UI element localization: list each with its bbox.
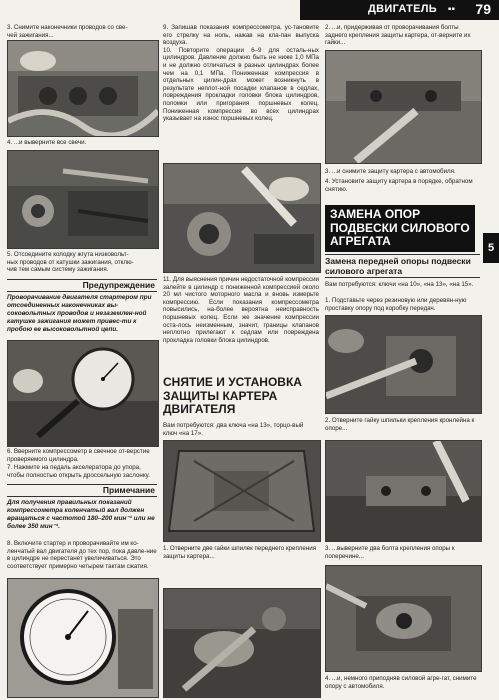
note-title: Примечание xyxy=(102,485,155,495)
photo-compressometer xyxy=(7,340,159,447)
caption-step-3: 3. Снимите наконечники проводов со све- чей зажигания... xyxy=(7,24,128,39)
photo-mount-nut xyxy=(325,315,482,414)
page-number: 79 xyxy=(475,1,491,17)
photo-crankcase-shield xyxy=(163,440,321,542)
photo-gauge-closeup xyxy=(7,578,159,698)
page-header xyxy=(300,0,499,20)
section-title: ДВИГАТЕЛЬ xyxy=(367,3,437,15)
caption-mount-step-4: 4. ...и, немного приподняв силовой агре-гат, снимите опору с автомобиля. xyxy=(325,675,477,690)
text-step-11: 11. Для выяснения причин недостаточной компрессии залейте в цилиндр с пониженной компрессией около 20 мл чистого моторного масла и вновь измерьте компрессию. Если показания компрессометра повысились, на-более вероятна неисправность поршневых колец. Если же значение компрессии оста-лось неизменным, значит, границы клапанов неплотно прилегают к седлам или повреждена прокладка головки блока цилиндров. xyxy=(163,276,319,344)
caption-shield-step-2: 2. ...и, придерживая от проворачивания болты заднего крепления защиты картера, от-верните их гайки... xyxy=(325,24,471,47)
note-text: Для получения правильных показаний компрессометра коленчатый вал должен вращаться с частотой 180–200 мин⁻¹ или не более 350 мин⁻¹. xyxy=(7,499,155,530)
caption-step-6: 6. Вверните компрессометр в свечное от-верстие проверяемого цилиндра. xyxy=(7,448,150,463)
caption-shield-step-3: 3. ...и снимите защиту картера с автомобиля. xyxy=(325,168,456,175)
photo-shield-rear xyxy=(325,50,482,164)
caption-mount-step-2: 2. Отверните гайку шпильки крепления кронлейна к опоре... xyxy=(325,417,475,432)
chapter-tab: 5 xyxy=(483,233,499,263)
header-separator: ▪▪ xyxy=(447,4,455,15)
section-heading-mounts: ЗАМЕНА ОПОР ПОДВЕСКИ СИЛОВОГО АГРЕГАТА xyxy=(325,205,475,252)
photo-plug-wires xyxy=(7,40,159,137)
warning-title: Предупреждение xyxy=(82,280,155,290)
section-heading-crankcase: СНЯТИЕ И УСТАНОВКА ЗАЩИТЫ КАРТЕРА ДВИГАТЕЛЯ xyxy=(163,375,302,416)
text-steps-9-10: 9. Запишав показания компрессометра, ус-тановите его стрелку на ноль, нажав на кла-пан выпуска воздуха. 10. Повторите операции 6–9 для осталь-ных цилиндров. Давление должно быть не ниже 1,0 МПа и не должно отличаться в разных цилиндрах более чем на 0,1 МПа. Пониженная компрессия в отдельных цилин-драх может возникнуть в результате неплот-ной посадки клапанов в седлах, повреждения прокладки головки блока цилиндров, поломки или пригорания поршневых колец. Пониженная компрессия во всех цилиндрах указывает на износ поршневых колец. xyxy=(163,24,319,123)
caption-step-7: 7. Нажмите на педаль акселератора до упора, чтобы полностью открыть дроссельную заслонку. xyxy=(7,464,150,479)
caption-step-4: 4. ...и выверните все свечи. xyxy=(7,139,87,146)
caption-shield-step-4: 4. Установите защиту картера в порядке, обратном снятию. xyxy=(325,178,473,193)
tools-mount: Вам потребуются: ключи «на 10», «на 13», «на 15». xyxy=(325,281,474,288)
caption-step-8: 8. Включите стартер и проворачивайте им ко-ленчатый вал двигателя до тех пор, пока давле-ние в цилиндре не перестанет увеличиваться. Это соответствует примерно четырем тактам сжатия. xyxy=(7,540,157,570)
warning-bar xyxy=(7,279,157,292)
photo-mount-removal xyxy=(325,565,482,672)
caption-step-5: 5. Отсоедините колодку жгута низковольт- ных проводов от катушки зажигания, отклю- чив тем самым систему зажигания. xyxy=(7,251,134,274)
photo-shield-nuts xyxy=(163,588,321,698)
photo-oil-into-cylinder xyxy=(163,163,321,273)
subheading-front-mount: Замена передней опоры подвески силового агрегата xyxy=(325,254,480,278)
photo-spark-plugs xyxy=(7,150,159,249)
tools-crankcase: Вам потребуются: два ключа «на 13», торцо-вый ключ «на 17». xyxy=(163,422,304,437)
photo-mount-bolts xyxy=(325,440,482,542)
note-bar xyxy=(7,484,157,497)
caption-shield-step-1: 1. Отверните две гайки шпилек переднего крепления защиты картера... xyxy=(163,545,317,560)
warning-text: Проворачивание двигателя стартером при отсоединенных наконечниках вы-соковольтных проводов и незаземлен-ной катушке зажигания может привес-ти к пробою ее высоковольтной цепи. xyxy=(7,294,152,333)
mount-step-1: 1. Подставьте через резиновую или деревян-ную проставку опору под коробку передач. xyxy=(325,297,467,312)
caption-mount-step-3: 3. ...выверните два болта крепления опоры к поперечине... xyxy=(325,545,455,560)
